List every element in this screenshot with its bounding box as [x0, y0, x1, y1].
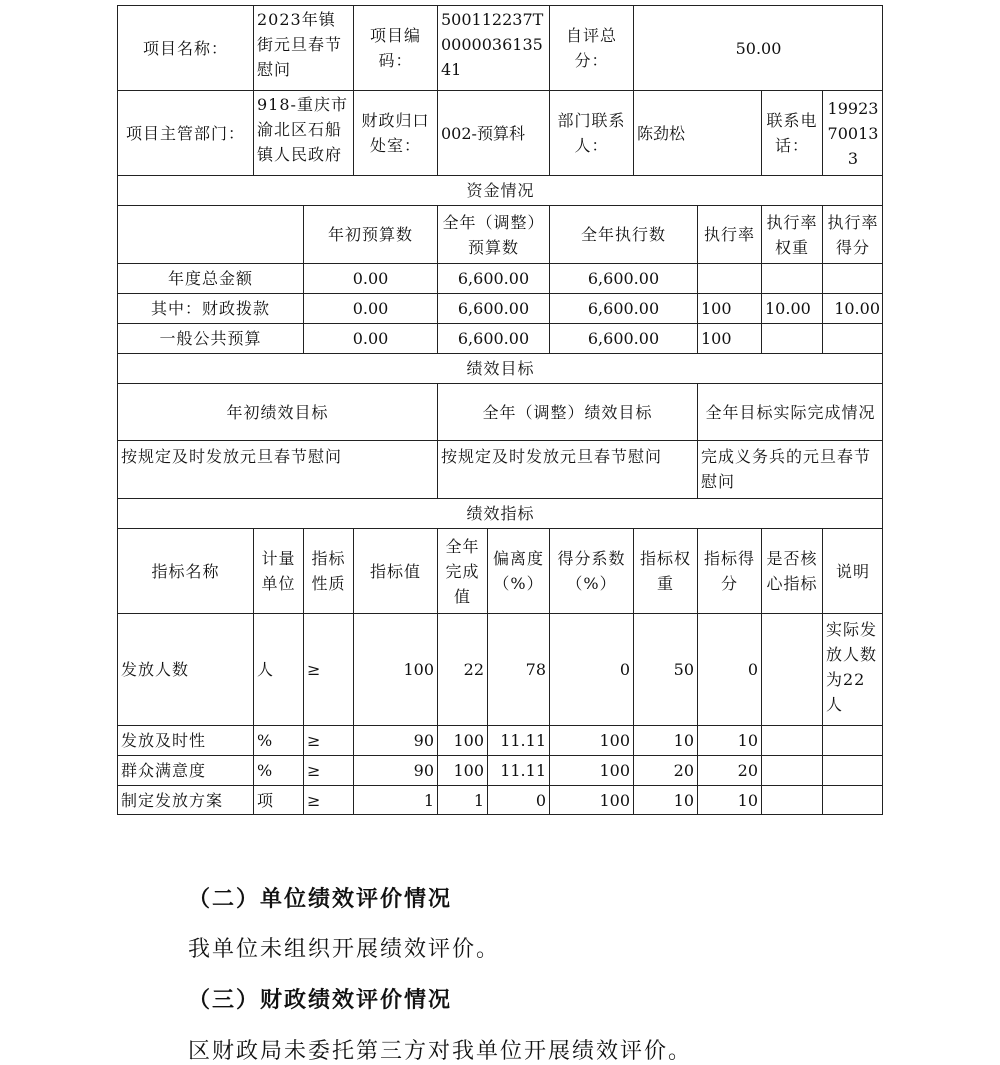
- ind-row-score: 20: [697, 755, 761, 785]
- ind-row-nature: ≥: [303, 785, 353, 815]
- ind-row-actual: 1: [437, 785, 487, 815]
- funds-row-rate: [697, 263, 761, 293]
- phone-label: 联系电话：: [761, 90, 822, 175]
- finance-label: 财政归口处室：: [353, 90, 437, 175]
- funds-header-rate: 执行率: [697, 205, 761, 263]
- ind-row-coef: 0: [549, 613, 633, 725]
- funds-row-initial: 0.00: [303, 293, 437, 323]
- ind-row-unit: 项: [253, 785, 303, 815]
- funds-section-title: 资金情况: [117, 175, 883, 205]
- ind-row-note: [822, 755, 883, 785]
- ind-header-name: 指标名称: [117, 528, 253, 613]
- ind-header-nature: 指标性质: [303, 528, 353, 613]
- dept-label: 项目主管部门：: [117, 90, 253, 175]
- ind-row-target: 90: [353, 755, 437, 785]
- funds-row-score: [822, 263, 883, 293]
- section-3-text: 区财政局未委托第三方对我单位开展绩效评价。: [188, 1039, 693, 1064]
- ind-row-core: [761, 725, 822, 755]
- ind-row-score: 10: [697, 785, 761, 815]
- ind-row-score: 10: [697, 725, 761, 755]
- funds-header-weight: 执行率权重: [761, 205, 822, 263]
- self-score-label: 自评总分：: [549, 5, 633, 90]
- ind-row-coef: 100: [549, 755, 633, 785]
- funds-header-adjusted: 全年（调整）预算数: [437, 205, 549, 263]
- funds-row-executed: 6,600.00: [549, 263, 697, 293]
- ind-row-target: 1: [353, 785, 437, 815]
- section-3-heading: （三）财政绩效评价情况: [188, 987, 453, 1013]
- ind-row-unit: %: [253, 755, 303, 785]
- ind-row-target: 100: [353, 613, 437, 725]
- ind-row-core: [761, 785, 822, 815]
- funds-row-label: 其中：财政拨款: [117, 293, 303, 323]
- funds-row-executed: 6,600.00: [549, 323, 697, 353]
- ind-row-actual: 100: [437, 755, 487, 785]
- funds-row-rate: 100: [697, 323, 761, 353]
- goals-header-initial: 年初绩效目标: [117, 383, 437, 440]
- ind-row-unit: 人: [253, 613, 303, 725]
- ind-row-note: [822, 785, 883, 815]
- ind-row-weight: 10: [633, 725, 697, 755]
- funds-row-weight: [761, 323, 822, 353]
- ind-row-actual: 100: [437, 725, 487, 755]
- funds-row-rate: 100: [697, 293, 761, 323]
- funds-row-adjusted: 6,600.00: [437, 263, 549, 293]
- project-code-value: 500112237T000003613541: [437, 5, 549, 90]
- ind-row-deviation: 0: [487, 785, 549, 815]
- finance-value: 002-预算科: [437, 90, 549, 175]
- self-score-value: 50.00: [633, 5, 883, 90]
- dept-value: 918-重庆市渝北区石船镇人民政府: [253, 90, 353, 175]
- ind-header-core: 是否核心指标: [761, 528, 822, 613]
- ind-row-note: [822, 725, 883, 755]
- ind-header-deviation: 偏离度（%）: [487, 528, 549, 613]
- goals-section-title: 绩效目标: [117, 353, 883, 383]
- funds-row-initial: 0.00: [303, 263, 437, 293]
- ind-header-unit: 计量单位: [253, 528, 303, 613]
- ind-row-nature: ≥: [303, 755, 353, 785]
- ind-row-weight: 20: [633, 755, 697, 785]
- funds-header-executed: 全年执行数: [549, 205, 697, 263]
- goals-header-actual: 全年目标实际完成情况: [697, 383, 883, 440]
- ind-header-target: 指标值: [353, 528, 437, 613]
- goals-value-initial: 按规定及时发放元旦春节慰问: [117, 440, 437, 498]
- funds-row-executed: 6,600.00: [549, 293, 697, 323]
- ind-row-deviation: 78: [487, 613, 549, 725]
- ind-row-core: [761, 613, 822, 725]
- funds-row-weight: 10.00: [761, 293, 822, 323]
- ind-row-name: 发放及时性: [117, 725, 253, 755]
- funds-row-score: [822, 323, 883, 353]
- goals-header-adjusted: 全年（调整）绩效目标: [437, 383, 697, 440]
- ind-row-coef: 100: [549, 725, 633, 755]
- ind-row-nature: ≥: [303, 725, 353, 755]
- ind-row-coef: 100: [549, 785, 633, 815]
- ind-row-score: 0: [697, 613, 761, 725]
- ind-header-actual: 全年完成值: [437, 528, 487, 613]
- goals-value-actual: 完成义务兵的元旦春节慰问: [697, 440, 883, 498]
- ind-row-note: 实际发放人数为22人: [822, 613, 883, 725]
- project-code-label: 项目编码：: [353, 5, 437, 90]
- ind-row-nature: ≥: [303, 613, 353, 725]
- ind-row-actual: 22: [437, 613, 487, 725]
- indicators-section-title: 绩效指标: [117, 498, 883, 528]
- ind-header-coef: 得分系数（%）: [549, 528, 633, 613]
- ind-row-name: 发放人数: [117, 613, 253, 725]
- section-2-text: 我单位未组织开展绩效评价。: [188, 937, 501, 962]
- ind-row-target: 90: [353, 725, 437, 755]
- funds-row-adjusted: 6,600.00: [437, 323, 549, 353]
- goals-value-adjusted: 按规定及时发放元旦春节慰问: [437, 440, 697, 498]
- ind-row-unit: %: [253, 725, 303, 755]
- funds-row-score: 10.00: [822, 293, 883, 323]
- funds-row-weight: [761, 263, 822, 293]
- ind-row-name: 制定发放方案: [117, 785, 253, 815]
- contact-label: 部门联系人：: [549, 90, 633, 175]
- ind-row-weight: 10: [633, 785, 697, 815]
- section-2-heading: （二）单位绩效评价情况: [188, 886, 453, 912]
- ind-row-deviation: 11.11: [487, 755, 549, 785]
- funds-header-score: 执行率得分: [822, 205, 883, 263]
- ind-row-weight: 50: [633, 613, 697, 725]
- funds-header-blank: [117, 205, 303, 263]
- funds-row-label: 一般公共预算: [117, 323, 303, 353]
- ind-row-core: [761, 755, 822, 785]
- phone-value: 19923700133: [822, 90, 883, 175]
- ind-header-note: 说明: [822, 528, 883, 613]
- ind-row-deviation: 11.11: [487, 725, 549, 755]
- ind-row-name: 群众满意度: [117, 755, 253, 785]
- funds-row-adjusted: 6,600.00: [437, 293, 549, 323]
- funds-header-initial: 年初预算数: [303, 205, 437, 263]
- project-name-label: 项目名称：: [117, 5, 253, 90]
- contact-value: 陈劲松: [633, 90, 761, 175]
- project-name-value: 2023年镇街元旦春节慰问: [253, 5, 353, 90]
- ind-header-score: 指标得分: [697, 528, 761, 613]
- funds-row-label: 年度总金额: [117, 263, 303, 293]
- ind-header-weight: 指标权重: [633, 528, 697, 613]
- funds-row-initial: 0.00: [303, 323, 437, 353]
